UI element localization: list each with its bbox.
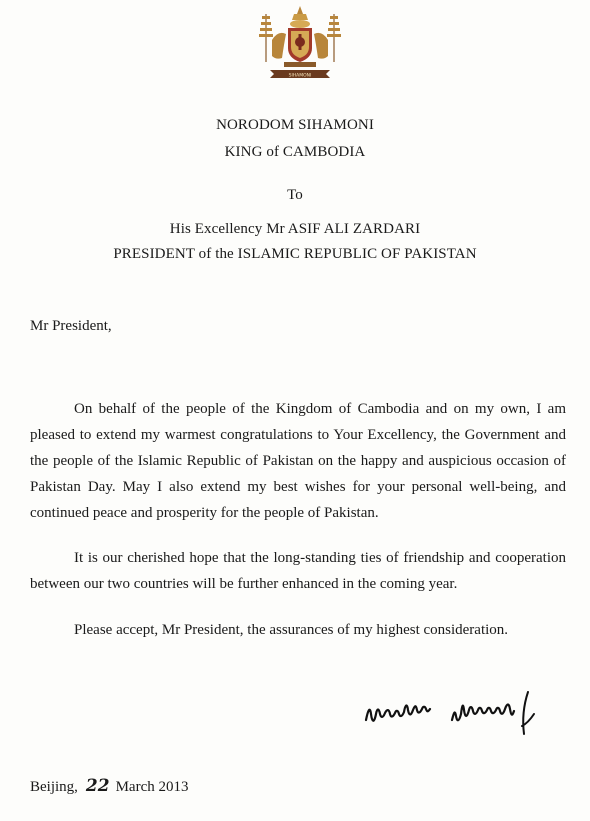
date-place: Beijing, (30, 779, 78, 795)
crest-supporter-right (314, 33, 328, 59)
body-paragraph: On behalf of the people of the Kingdom of Cambodia and on my own, I am pleased to extend my warmest congratulations to Your Excellency, the Government and the people of the Islamic Republic of Pakistan on the happy and auspicious occasion of Pakistan Day. May I also extend my best wishes for your personal well-being, and continued peace and prosperity for the people of Pakistan. (30, 401, 566, 521)
sender-name: NORODOM SIHAMONI (216, 117, 374, 133)
to-label: To (287, 187, 303, 203)
date-line (30, 776, 189, 796)
sender-title: KING of CAMBODIA (224, 144, 366, 160)
addressee-name: His Excellency Mr ASIF ALI ZARDARI (169, 221, 421, 237)
crest-shield (288, 28, 312, 62)
crest-crown (290, 6, 310, 28)
crest-motto-text: SIHAMONI (288, 73, 312, 79)
date-day-handwritten: 22 (85, 776, 110, 796)
crest-pedestal (284, 62, 316, 67)
date-month-year: March 2013 (115, 779, 189, 795)
royal-crest-icon (258, 4, 342, 84)
addressee-title: PRESIDENT of the ISLAMIC REPUBLIC OF PAKISTAN (113, 246, 477, 262)
signature-icon (360, 686, 542, 738)
salutation: Mr President, (30, 318, 112, 334)
crest-parasol-left (259, 14, 273, 62)
closing-line: Please accept, Mr President, the assurances of my highest consideration. (74, 622, 509, 638)
crest-parasol-right (327, 14, 341, 62)
crest-supporter-left (272, 33, 286, 59)
body-paragraph: It is our cherished hope that the long-standing ties of friendship and cooperation between our two countries will be further enhanced in the coming year. (30, 550, 566, 592)
